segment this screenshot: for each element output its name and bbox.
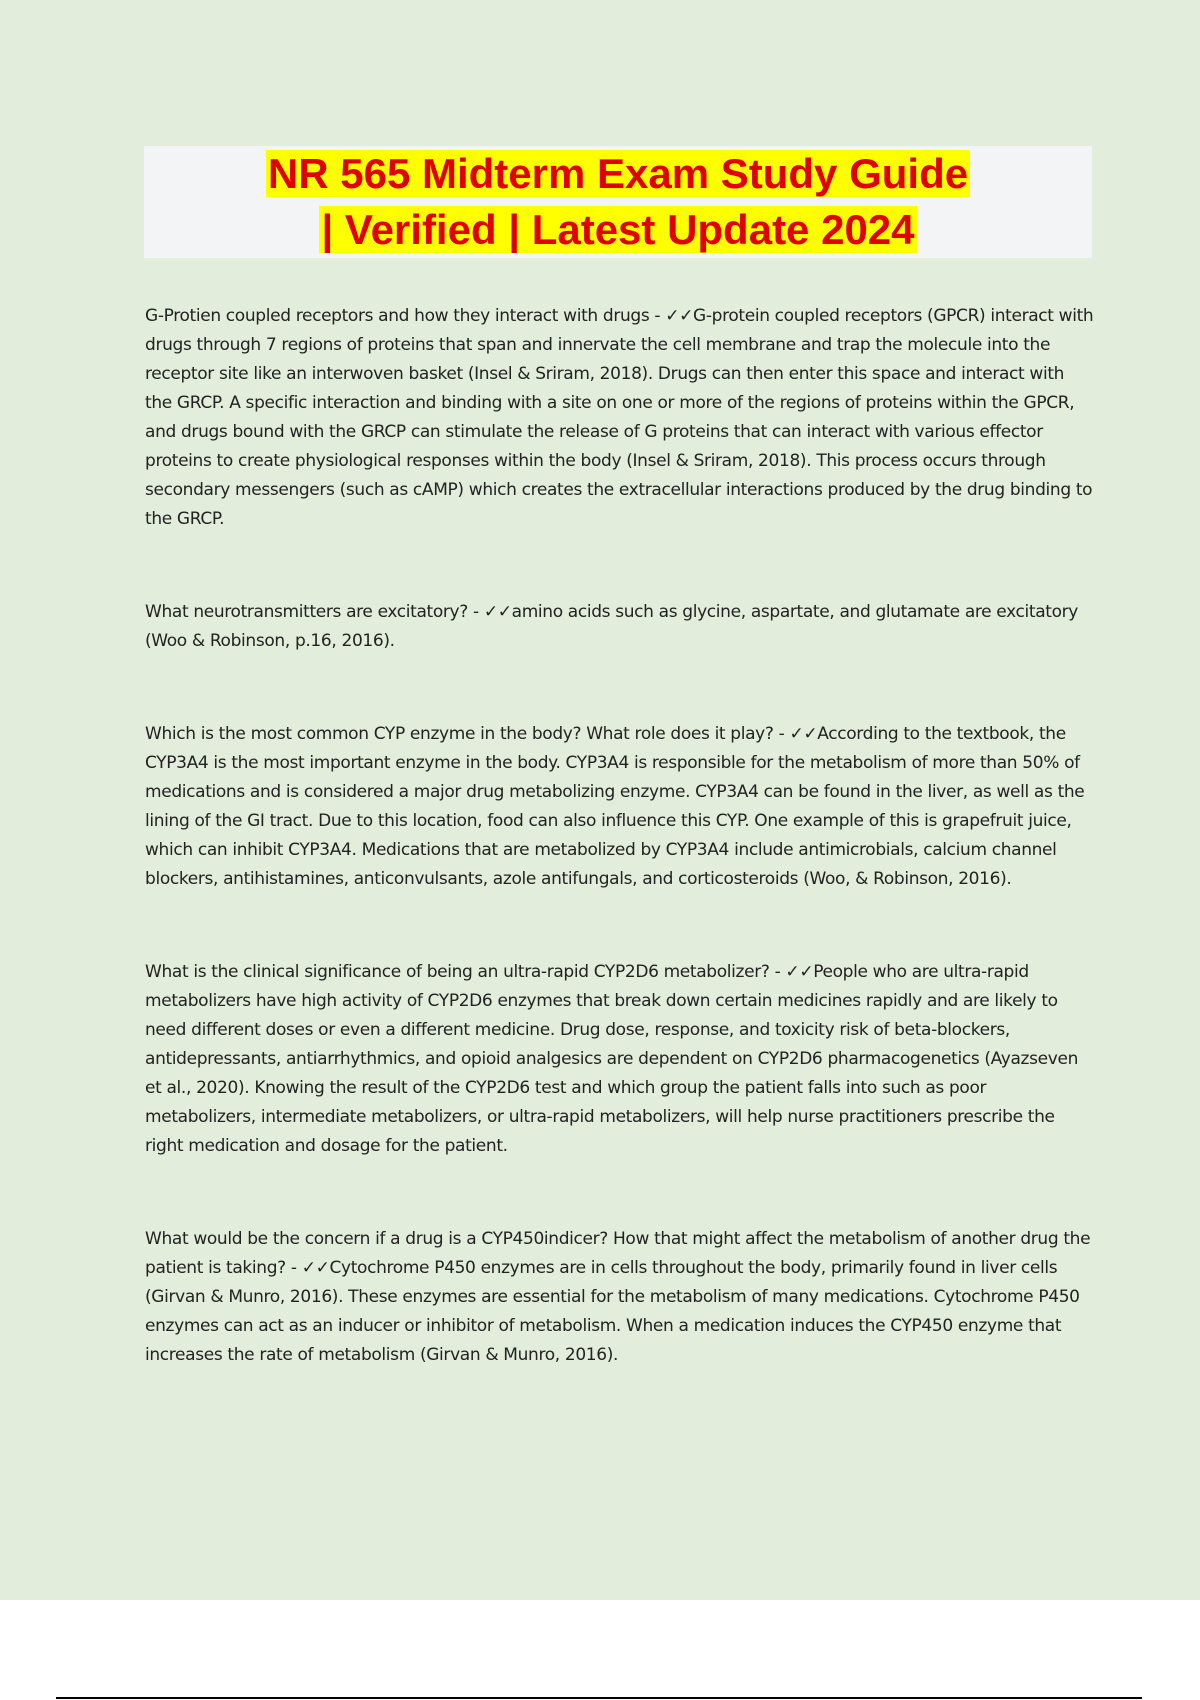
- question: What is the clinical significance of being an ultra-rapid CYP2D6 metabolizer?: [145, 962, 770, 982]
- qa-entry-cyp3a4: [145, 720, 1095, 894]
- qa-entry-neurotransmitters: [145, 598, 1095, 656]
- answer: Cytochrome P450 enzymes are in cells throughout the body, primarily found in liver cells (Girvan & Munro, 2016). These enzymes are essential for the metabolism of many medications. Cytochrome P450 enzymes can act as an inducer or inhibitor of metabolism. When a medication induces the CYP450 enzyme that increases the rate of metabolism (Girvan & Munro, 2016).: [145, 1258, 1080, 1365]
- answer: amino acids such as glycine, aspartate, and glutamate are excitatory (Woo & Robinson, p.16, 2016).: [145, 602, 1079, 651]
- title-line-1: NR 565 Midterm Exam Study Guide: [267, 150, 969, 197]
- answer: According to the textbook, the CYP3A4 is the most important enzyme in the body. CYP3A4 is responsible for the metabolism of more than 50% of medications and is considered a major drug metabolizing enzyme. CYP3A4 can be found in the liver, as well as the lining of the GI tract. Due to this location, food can also influence this CYP. One example of this is grapefruit juice, which can inhibit CYP3A4. Medications that are metabolized by CYP3A4 include antimicrobials, calcium channel blockers, antihistamines, anticonvulsants, azole antifungals, and corticosteroids (Woo, & Robinson, 2016).: [145, 724, 1085, 889]
- qa-entry-gpcr: [145, 302, 1095, 534]
- question: What would be the concern if a drug is a CYP450indicer? How that might affect the metabolism of another drug the patient is taking?: [145, 1229, 1091, 1278]
- answer-marker: - ✓✓: [467, 602, 512, 622]
- answer-marker: - ✓✓: [285, 1258, 330, 1278]
- answer-marker: - ✓✓: [773, 724, 818, 744]
- title-banner: [144, 146, 1092, 258]
- question: Which is the most common CYP enzyme in the body? What role does it play?: [145, 724, 774, 744]
- question: What neurotransmitters are excitatory?: [145, 602, 468, 622]
- footer-divider: [56, 1697, 1142, 1699]
- answer-marker: - ✓✓: [649, 306, 694, 326]
- qa-entry-cyp450-inducer: [145, 1225, 1095, 1370]
- study-guide-content: [145, 302, 1095, 1370]
- qa-entry-cyp2d6: [145, 958, 1095, 1161]
- answer: G-protein coupled receptors (GPCR) interact with drugs through 7 regions of proteins that span and innervate the cell membrane and trap the molecule into the receptor site like an interwoven basket (Insel & Sriram, 2018). Drugs can then enter this space and interact with the GRCP. A specific interaction and binding with a site on one or more of the regions of proteins within the GPCR, and drugs bound with the GRCP can stimulate the release of G proteins that can interact with various effector proteins to create physiological responses within the body (Insel & Sriram, 2018). This process occurs through secondary messengers (such as cAMP) which creates the extracellular interactions produced by the drug binding to the GRCP.: [145, 306, 1094, 529]
- answer: People who are ultra-rapid metabolizers have high activity of CYP2D6 enzymes that break down certain medicines rapidly and are likely to need different doses or even a different medicine. Drug dose, response, and toxicity risk of beta-blockers, antidepressants, antiarrhythmics, and opioid analgesics are dependent on CYP2D6 pharmacogenetics (Ayazseven et al., 2020). Knowing the result of the CYP2D6 test and which group the patient falls into such as poor metabolizers, intermediate metabolizers, or ultra-rapid metabolizers, will help nurse practitioners prescribe the right medication and dosage for the patient.: [145, 962, 1078, 1156]
- title-line-2: | Verified | Latest Update 2024: [321, 206, 915, 253]
- answer-marker: - ✓✓: [769, 962, 814, 982]
- question: G-Protien coupled receptors and how they interact with drugs: [145, 306, 650, 326]
